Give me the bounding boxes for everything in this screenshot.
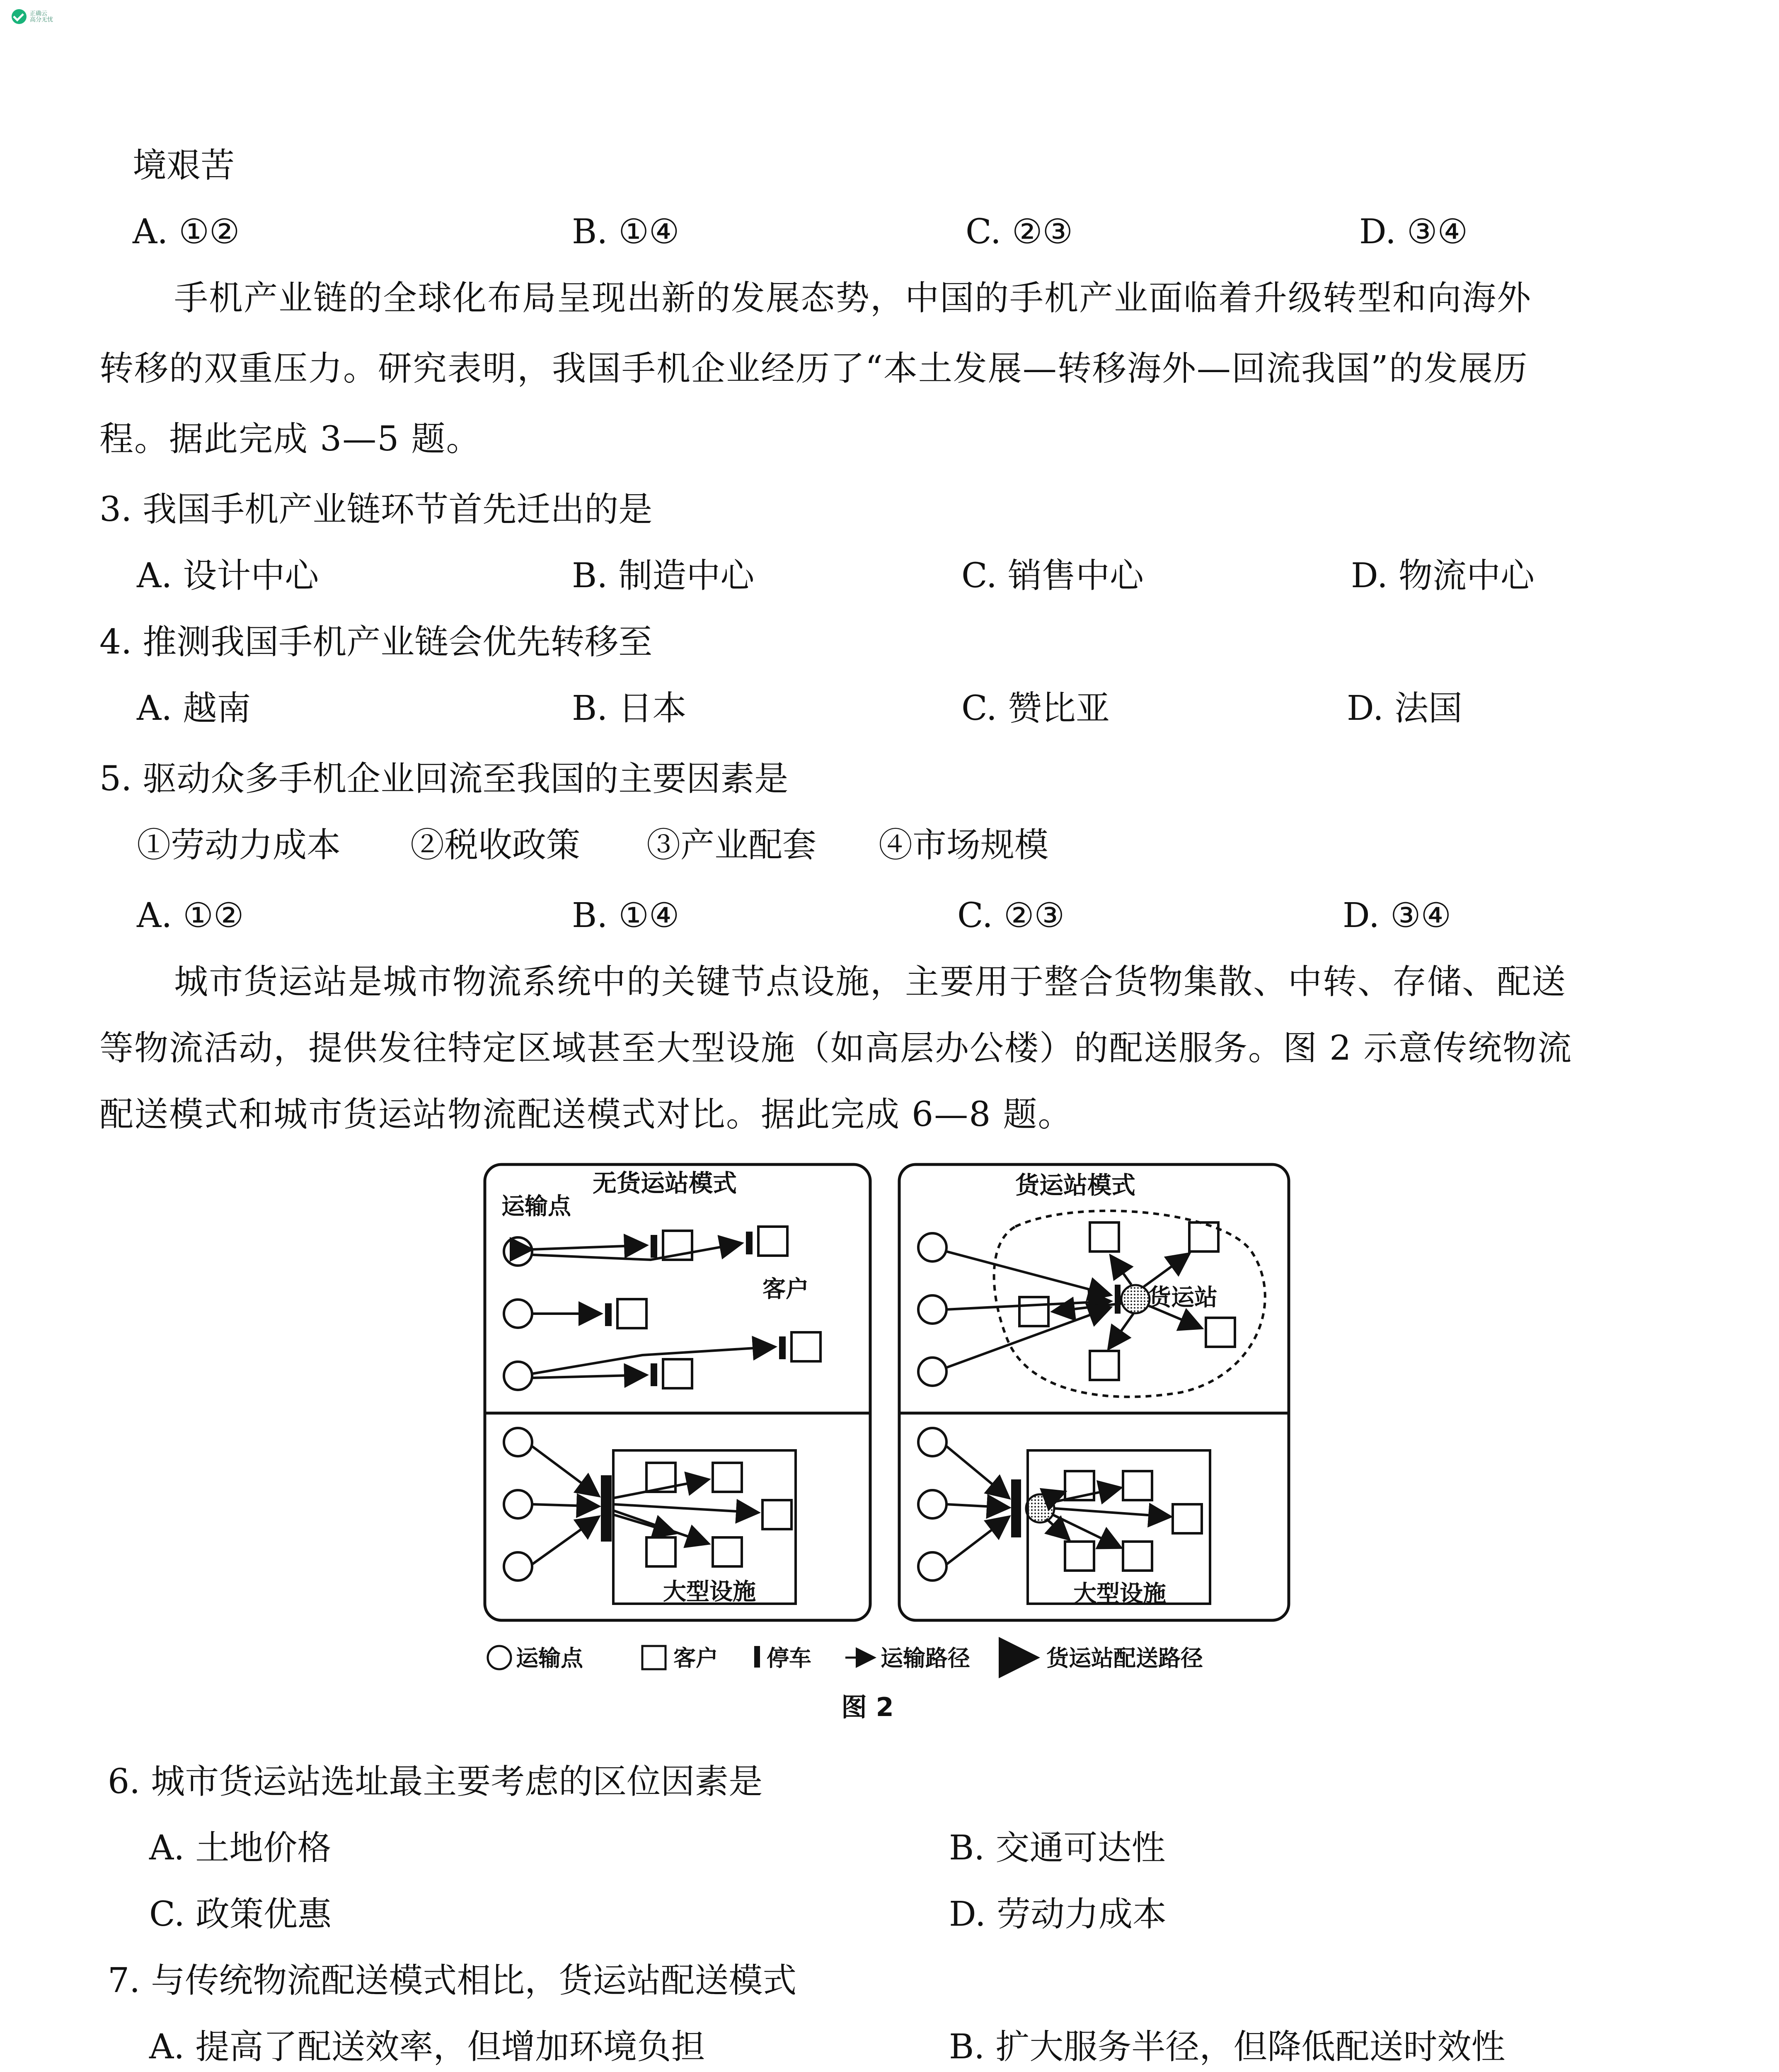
customer xyxy=(617,1299,646,1328)
q4-option-a: A. 越南 xyxy=(137,689,251,728)
passage1-line-1: 手机产业链的全球化布局呈现出新的发展态势，中国的手机产业面临着升级转型和向海外 xyxy=(174,278,1532,318)
logo-line-2: 高分无忧 xyxy=(30,17,53,23)
passage2-line-3: 配送模式和城市货运站物流配送模式对比。据此完成 6—8 题。 xyxy=(99,1095,1073,1134)
q5-option-b: B. ①④ xyxy=(572,896,680,935)
q7-option-b: B. 扩大服务半径，但降低配送时效性 xyxy=(949,2027,1505,2067)
q5-option-c: C. ②③ xyxy=(957,896,1065,935)
figure-caption: 图 2 xyxy=(841,1692,894,1722)
q3-stem: 3. 我国手机产业链环节首先迁出的是 xyxy=(99,490,653,529)
left-title: 无货运站模式 xyxy=(593,1169,737,1197)
right-title: 货运站模式 xyxy=(1015,1171,1136,1199)
q3-option-c: C. 销售中心 xyxy=(961,556,1144,595)
legend-customer: 客户 xyxy=(673,1645,718,1671)
q6-option-d: D. 劳动力成本 xyxy=(949,1895,1167,1934)
transport-point xyxy=(504,1237,532,1266)
q2-option-a: A. ①② xyxy=(133,212,240,252)
legend-parking-symbol xyxy=(754,1646,760,1668)
figure-2-diagram xyxy=(477,1160,1297,1682)
q5-option-a: A. ①② xyxy=(137,896,244,935)
q2-option-b: B. ①④ xyxy=(572,212,680,252)
transport-point xyxy=(504,1362,532,1390)
legend-customer-symbol xyxy=(642,1646,666,1669)
q2-tail: 境艰苦 xyxy=(133,146,235,185)
label-customer: 客户 xyxy=(762,1276,809,1303)
q3-option-a: A. 设计中心 xyxy=(137,556,319,595)
customer xyxy=(758,1227,787,1256)
q5-option-d: D. ③④ xyxy=(1343,896,1451,935)
q4-stem: 4. 推测我国手机产业链会优先转移至 xyxy=(99,622,653,662)
figure-2 xyxy=(477,1160,1297,1682)
q3-option-d: D. 物流中心 xyxy=(1351,556,1535,595)
brand-logo xyxy=(12,9,74,26)
q7-stem: 7. 与传统物流配送模式相比，货运站配送模式 xyxy=(108,1961,797,2000)
q5-factor-3: ③产业配套 xyxy=(646,825,817,865)
passage2-line-1: 城市货运站是城市物流系统中的关键节点设施，主要用于整合货物集散、中转、存储、配送 xyxy=(174,962,1567,1002)
check-icon xyxy=(12,9,27,24)
q7-option-a: A. 提高了配送效率，但增加环境负担 xyxy=(149,2027,705,2067)
transport-point xyxy=(504,1300,532,1328)
label-transport-point: 运输点 xyxy=(501,1193,571,1220)
left-panel xyxy=(485,1164,870,1620)
legend-transport-point: 运输点 xyxy=(516,1645,583,1671)
passage1-line-3: 程。据此完成 3—5 题。 xyxy=(99,419,481,459)
legend-station-route: 货运站配送路径 xyxy=(1046,1645,1203,1671)
q4-option-b: B. 日本 xyxy=(572,689,687,728)
q3-option-b: B. 制造中心 xyxy=(572,556,755,595)
legend-parking: 停车 xyxy=(767,1645,811,1671)
logo-line-1: 正确云 xyxy=(30,10,47,17)
logo-text xyxy=(30,11,53,23)
legend-transport-point-symbol xyxy=(488,1646,511,1669)
customer xyxy=(791,1332,821,1361)
q5-stem: 5. 驱动众多手机企业回流至我国的主要因素是 xyxy=(99,759,789,799)
q5-factor-4: ④市场规模 xyxy=(879,825,1049,865)
q4-option-d: D. 法国 xyxy=(1347,689,1462,728)
q5-factor-2: ②税收政策 xyxy=(410,825,581,865)
q4-option-c: C. 赞比亚 xyxy=(961,689,1110,728)
q2-option-c: C. ②③ xyxy=(966,212,1073,252)
q2-option-d: D. ③④ xyxy=(1359,212,1468,252)
q6-option-a: A. 土地价格 xyxy=(149,1828,332,1868)
label-large-facility-2: 大型设施 xyxy=(1073,1581,1166,1607)
customer xyxy=(663,1359,692,1388)
q6-stem: 6. 城市货运站选址最主要考虑的区位因素是 xyxy=(108,1762,763,1801)
station-icon xyxy=(1121,1285,1150,1313)
q6-option-c: C. 政策优惠 xyxy=(149,1895,332,1934)
passage1-line-2: 转移的双重压力。研究表明，我国手机企业经历了“本土发展—转移海外—回流我国”的发展历 xyxy=(99,349,1528,388)
passage2-line-2: 等物流活动，提供发往特定区域甚至大型设施（如高层办公楼）的配送服务。图 2 示意传统物流 xyxy=(99,1029,1573,1068)
label-large-facility: 大型设施 xyxy=(663,1578,756,1605)
legend-transport-route: 运输路径 xyxy=(881,1645,970,1671)
q5-factor-1: ①劳动力成本 xyxy=(137,825,341,865)
label-station: 货运站 xyxy=(1148,1284,1217,1311)
q6-option-b: B. 交通可达性 xyxy=(949,1828,1166,1868)
